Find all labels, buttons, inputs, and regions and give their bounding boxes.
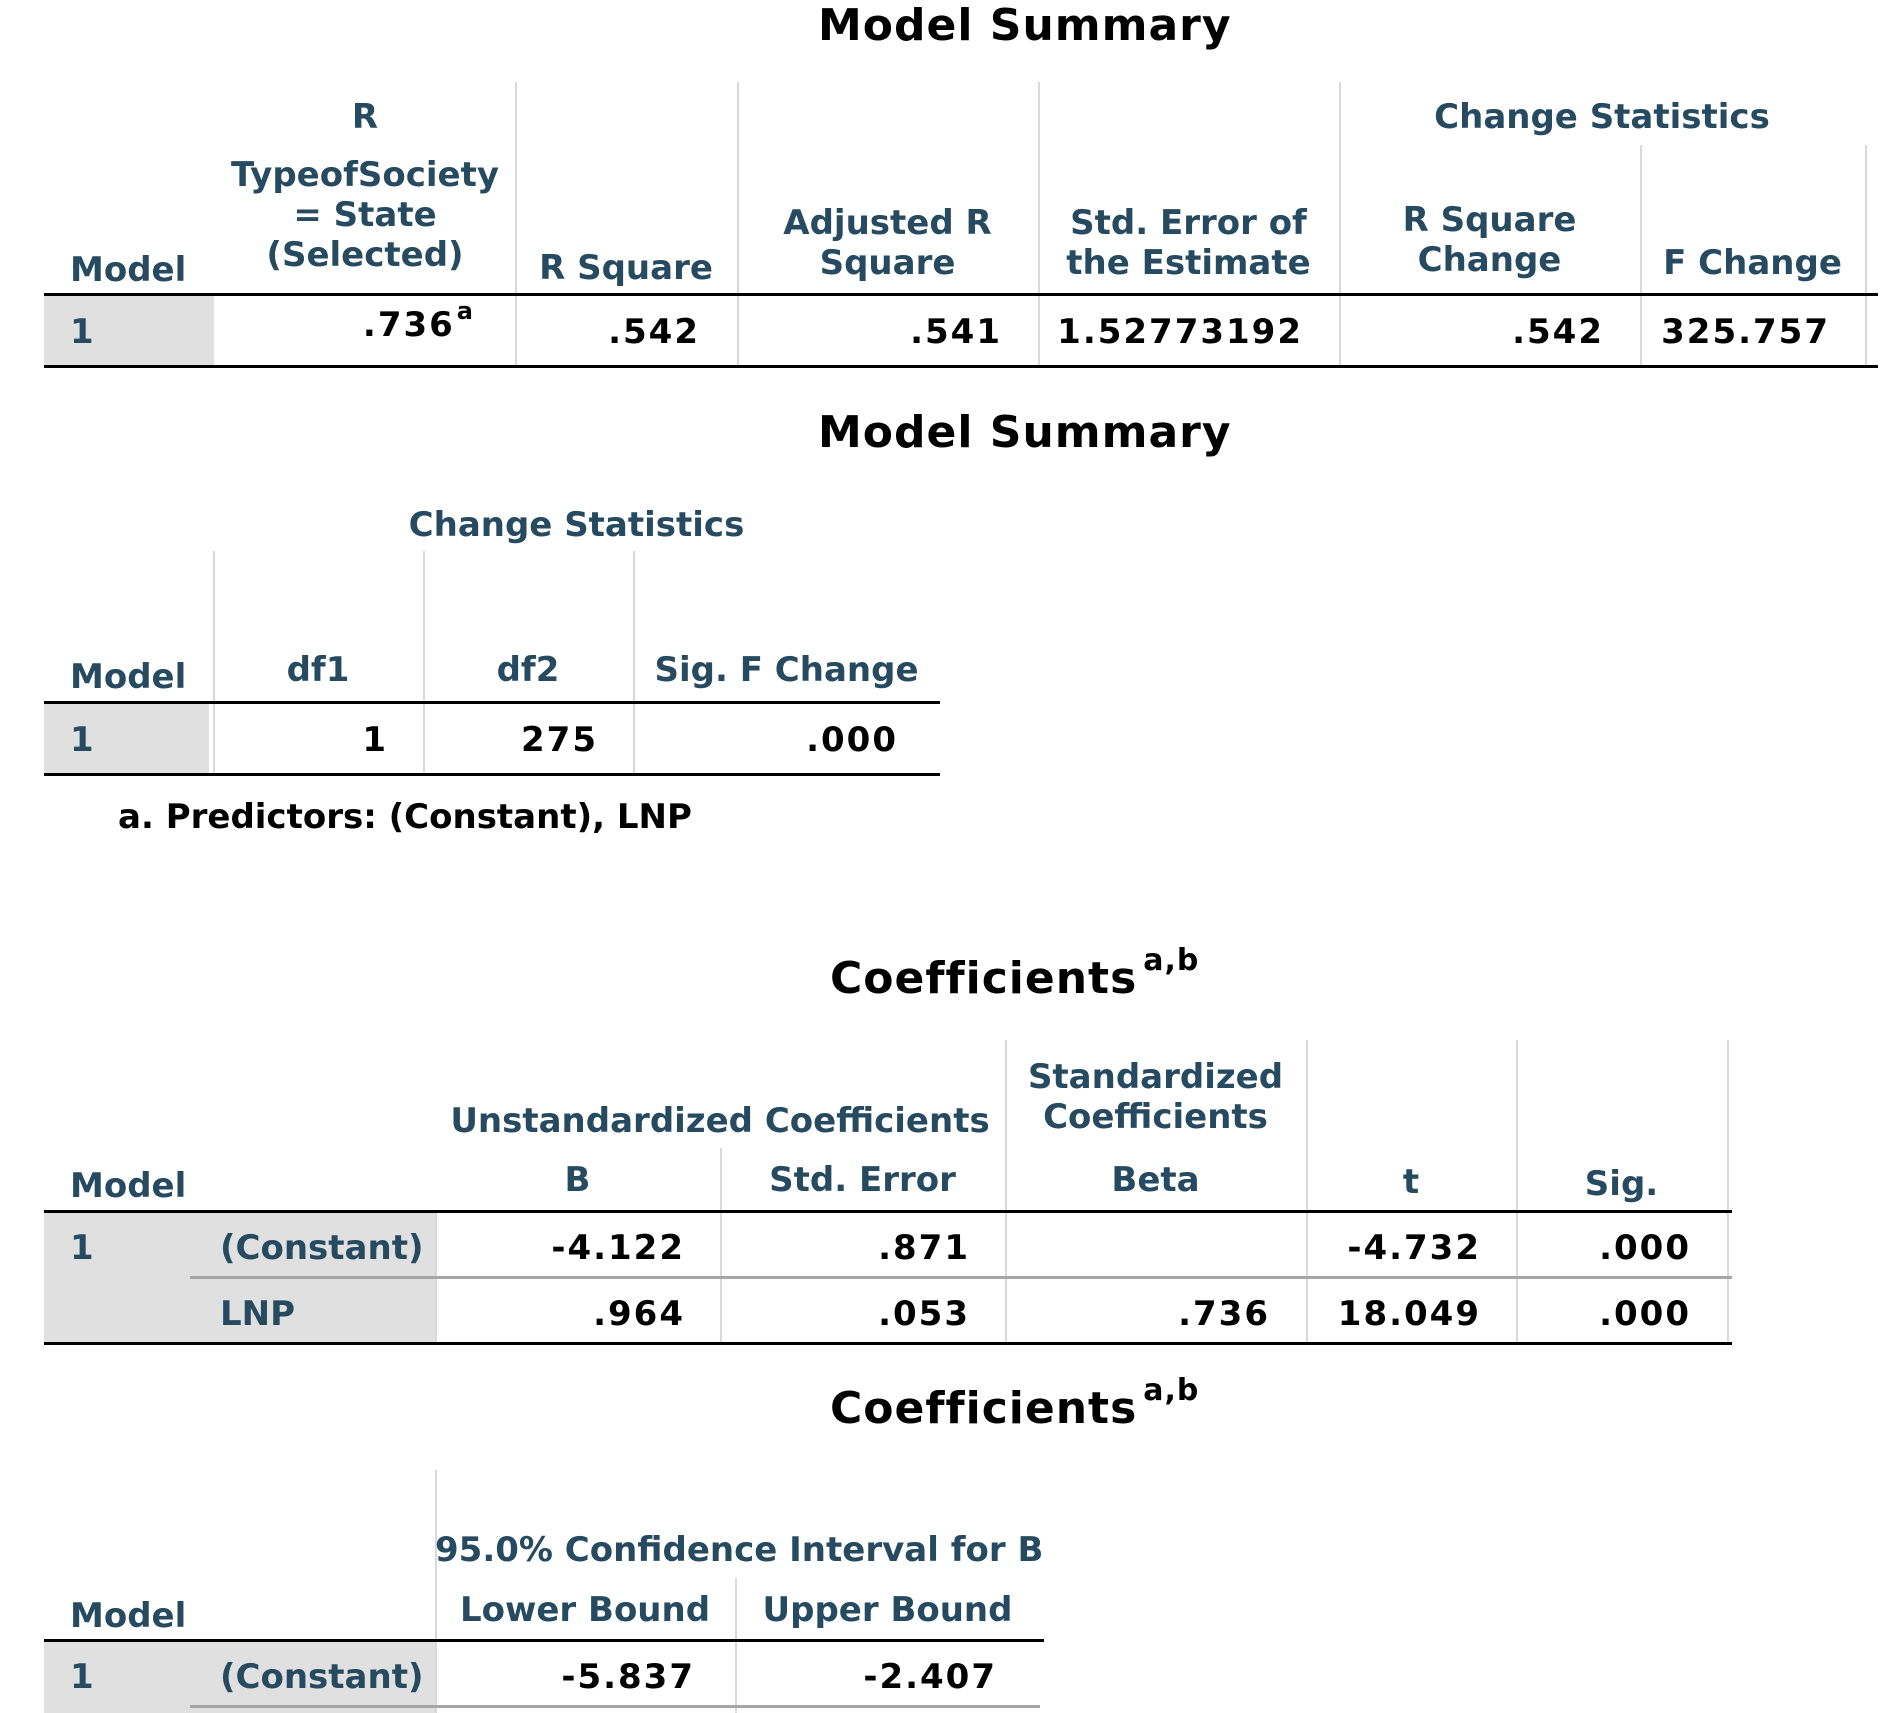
cell-upper-bound: -2.407 — [863, 1657, 997, 1697]
row-label-constant: (Constant) — [220, 1228, 424, 1268]
header-beta: Beta — [1111, 1160, 1200, 1200]
row-model-number: 1 — [70, 720, 94, 760]
cell-lower-bound: -5.837 — [561, 1657, 695, 1697]
header-std-error: Std. Error — [769, 1160, 956, 1200]
coefficients-title: Coefficients $^{a,b}$ — [830, 1373, 1200, 1434]
cell-t: -4.732 — [1347, 1228, 1481, 1268]
header-sig: Sig. — [1584, 1164, 1659, 1204]
cell-b: .964 — [593, 1294, 685, 1334]
header-model: Model — [70, 1166, 187, 1206]
header-adjusted-r-square: Adjusted R Square — [783, 203, 992, 283]
footnote-marker: a,b — [1143, 943, 1200, 978]
header-model: Model — [70, 1596, 187, 1636]
header-rule — [44, 293, 1878, 296]
footnote-marker: a — [456, 297, 475, 325]
row-label-shading — [44, 704, 209, 773]
footnote-predictors: a. Predictors: (Constant), LNP — [118, 797, 692, 837]
table-bottom-rule — [44, 773, 940, 776]
cell-r-square-change: .542 — [1512, 312, 1604, 352]
cell-adjusted-r-square: .541 — [910, 312, 1002, 352]
header-unstandardized-coefficients: Unstandardized Coefficients — [450, 1101, 990, 1141]
header-b: B — [564, 1160, 591, 1200]
header-r: R — [351, 97, 379, 137]
row-divider — [190, 1276, 1732, 1279]
cell-sig-f-change: .000 — [806, 720, 898, 760]
cell-std-error: 1.52773192 — [1057, 312, 1303, 352]
model-summary-title: Model Summary — [818, 0, 1232, 51]
header-f-change: F Change — [1663, 243, 1842, 283]
cell-std-error: .871 — [878, 1228, 970, 1268]
coefficients-title: Coefficients $^{a,b}$ — [830, 943, 1200, 1004]
header-confidence-interval: 95.0% Confidence Interval for B — [435, 1530, 1044, 1570]
footnote-marker: a,b — [1143, 1373, 1200, 1408]
row-divider — [190, 1705, 1040, 1708]
row-model-number: 1 — [70, 312, 94, 352]
cell-sig: .000 — [1599, 1228, 1691, 1268]
header-std-error: Std. Error of the Estimate — [1066, 203, 1311, 283]
row-label-lnp: LNP — [220, 1294, 296, 1334]
header-upper-bound: Upper Bound — [762, 1590, 1013, 1630]
header-df2: df2 — [496, 650, 560, 690]
header-r-square-change: R Square Change — [1402, 200, 1577, 280]
header-change-statistics: Change Statistics — [1434, 97, 1770, 137]
cell-b: -4.122 — [551, 1228, 685, 1268]
header-df1: df1 — [286, 650, 350, 690]
table-bottom-rule — [44, 365, 1878, 368]
cell-df2: 275 — [521, 720, 598, 760]
column-divider — [1865, 145, 1867, 365]
header-r-subtitle: TypeofSociety = State (Selected) — [231, 155, 499, 275]
cell-f-change: 325.757 — [1661, 312, 1830, 352]
cell-std-error: .053 — [878, 1294, 970, 1334]
table-bottom-rule — [44, 1342, 1732, 1345]
header-t: t — [1402, 1162, 1420, 1202]
header-change-statistics: Change Statistics — [408, 505, 745, 545]
row-model-number: 1 — [70, 1228, 94, 1268]
header-standardized-coefficients: Standardized Coefficients — [1027, 1057, 1284, 1137]
header-sig-f-change: Sig. F Change — [654, 650, 919, 690]
cell-df1: 1 — [362, 720, 388, 760]
cell-r: .736$^a$ — [362, 297, 475, 345]
row-label-constant: (Constant) — [220, 1657, 424, 1697]
cell-r-square: .542 — [608, 312, 700, 352]
header-r-square: R Square — [539, 248, 713, 288]
row-model-number: 1 — [70, 1657, 94, 1697]
header-lower-bound: Lower Bound — [459, 1590, 711, 1630]
column-divider — [1727, 1040, 1729, 1345]
cell-t: 18.049 — [1337, 1294, 1481, 1334]
header-model: Model — [70, 657, 187, 697]
cell-beta: .736 — [1178, 1294, 1270, 1334]
model-summary-title: Model Summary — [818, 407, 1232, 458]
header-model: Model — [70, 250, 187, 290]
cell-sig: .000 — [1599, 1294, 1691, 1334]
